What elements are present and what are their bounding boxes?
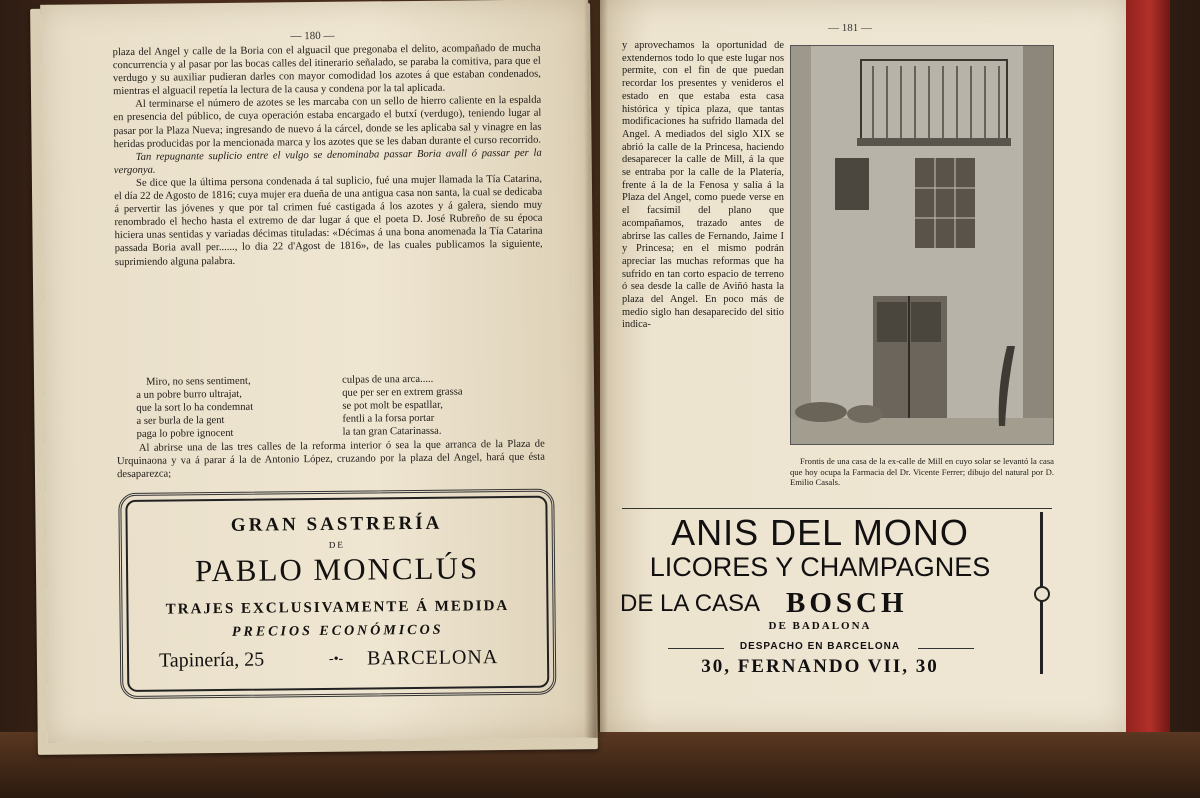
poem-line: a ser burla de la gent — [136, 415, 225, 428]
left-page-number: — 180 — — [290, 29, 335, 43]
ad-anis-brand: ANIS DEL MONO — [671, 512, 969, 553]
ad-tailor-heading: GRAN SASTRERÍA — [230, 512, 443, 536]
house-facade-engraving — [790, 45, 1054, 445]
ad-tailor-de: DE — [328, 539, 345, 550]
poem-line: a un pobre burro ultrajat, — [136, 388, 242, 401]
ad-divider — [622, 508, 1052, 509]
left-paragraph-4: Se dice que la última persona condenada á tal suplicio, fué una mujer llamada la Tía Catarina, el día 22 de Agosto de 1816; cuya mujer era dueña de una antigua casa non santa, la cual se dedicaba á pervertir las jóvenes y que por tal crimen fué castigada á los azotes y á galera, siendo muy renombrado el hecho hasta el extremo de dar lugar á que el poeta D. José Rubreño de su época hiciera unas sentidas y variadas décimas tituladas: «Décimas á una bona anomenada la Tía Catarina passada Boria avall per......, lo dia 22 d'Agost de 1816», de las cuales publicamos la siguiente, suprimiendo alguna palabra. — [114, 173, 543, 268]
book-cover-edge — [1120, 0, 1170, 735]
left-page-body — [113, 42, 543, 269]
right-page-column: y aprovechamos la oportunidad de extendernos todo lo que este lugar nos permite, con el fin de que puedan recordar los presentes y venideros el estado en que estaba esta casa histórica y típica plaza, que tantas modificaciones ha sufrido llamada del Angel. A mediados del siglo XIX se abrió la calle de la Princesa, haciendo desaparecer la calle de Mill, á la que se entraba por la calle de la Platería, frente á la de la Fenosa y salía á la Plaza del Angel, como puede verse en el facsímil del plano que acompañamos, trazado antes de abrirse las calles de Fernando, Jaime I y Princesa; en el mismo podrán apreciar las muchas reformas que ha sufrido en tan corto espacio de terreno ó sea desde la calle de Aviñó hasta la plaza del Angel. En poco más de medio siglo han desaparecido del sitio indica- — [622, 40, 784, 331]
sastreria-advertisement — [125, 496, 549, 692]
poem-line: se pot molt be espatllar, — [342, 399, 443, 412]
poem-line: la tan gran Catarinassa. — [342, 426, 442, 439]
ad-anis-office: DESPACHO EN BARCELONA — [739, 641, 901, 652]
right-page-number: — 181 — — [828, 22, 872, 34]
poem-left-column — [136, 374, 347, 442]
poem-line: que la sort lo ha condemnat — [136, 401, 254, 415]
poem-right-column — [342, 372, 543, 440]
ad-anis-products: LICORES Y CHAMPAGNES — [649, 552, 991, 582]
poem-line: Miro, no sens sentiment, — [146, 375, 251, 388]
left-page — [40, 0, 596, 743]
engraving-caption: Frontis de una casa de la ex-calle de Mill en cuyo solar se levantó la casa que hoy ocupa la Farmacia del Dr. Vicente Ferrer; dibujo del natural por D. Emilio Casals. — [790, 456, 1054, 488]
ad-tailor-address: Tapinería, 25 — [158, 648, 265, 672]
ad-ornament-circle — [1034, 586, 1050, 602]
right-page — [600, 0, 1126, 732]
left-paragraph-2: Al terminarse el número de azotes se les marcaba con un sello de hierro caliente en la espalda en presencia del público, de cuya operación estaba encargado el butxí (verdugo), teniendo lugar al pasar por la Plaza Nueva; ingresando de nuevo á la cárcel, donde se les aplicaba sal y vinagre en las heridas producidas por la mencionada marca y los azotes que se les daban durante el curso recorrido. — [113, 95, 542, 150]
ad-anis-town: DE BADALONA — [768, 620, 872, 632]
ad-tailor-prices: PRECIOS ECONÓMICOS — [231, 622, 444, 640]
left-closing-paragraph: Al abrirse una de las tres calles de la reforma interior ó sea la que arranca de la Plaza de Urquinaona y va á parar á la de Antonio López, cruzando por la plaza del Angel, hará que ésta desaparezca; — [116, 438, 545, 481]
ad-tailor-name: PABLO MONCLÚS — [194, 550, 480, 589]
ad-dash-right — [918, 648, 974, 649]
ad-anis-address: 30, FERNANDO VII, 30 — [701, 656, 939, 677]
ad-tailor-slogan: TRAJES EXCLUSIVAMENTE Á MEDIDA — [165, 598, 510, 618]
ad-tailor-city: BARCELONA — [366, 646, 499, 670]
poem-line: fentli a la forsa portar — [342, 413, 435, 426]
facade-drawing — [791, 46, 1053, 444]
ad-anis-from: DE LA CASA — [620, 590, 761, 617]
poem-line: paga lo pobre ignocent — [136, 428, 234, 441]
left-paragraph-3: Tan repugnante suplicio entre el vulgo se denominaba passar Boria avall ó passar per la vergonya. — [113, 147, 542, 176]
ad-anis-company: BOSCH — [786, 587, 908, 619]
poem-line: que per ser en extrem grassa — [342, 386, 463, 399]
book-gutter — [584, 0, 608, 738]
ad-tailor-ornament: -•- — [328, 651, 344, 667]
poem-line: culpas de una arca..... — [342, 373, 434, 386]
left-paragraph-1: plaza del Angel y calle de la Boria con el alguacil que pregonaba el delito, acompañado de mucha concurrencia y al pasar por las bocas calles del itinerario señalado, se paraba la comitiva, para que el verdugo y su auxiliar pudieran darles con mayor comodidad los azotes á que estaban condenados, mientras el alguacil repetía la lectura de la causa y condena por la tal aplicada. — [112, 42, 541, 98]
